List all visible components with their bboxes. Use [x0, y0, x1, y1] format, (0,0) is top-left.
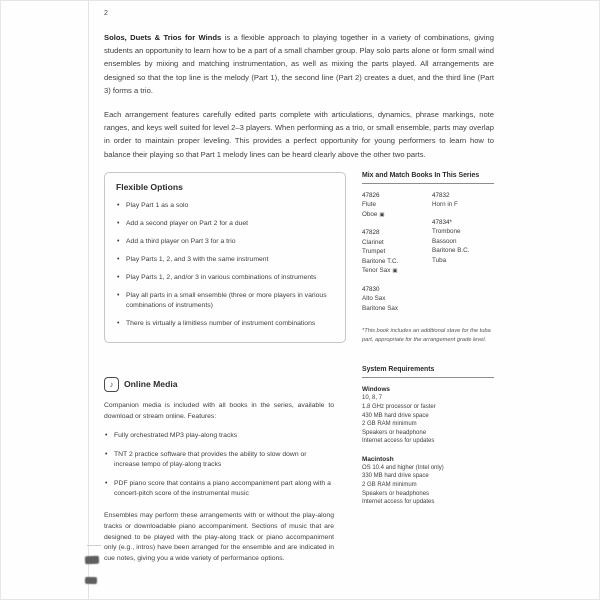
book-list: [362, 191, 494, 322]
list-item: • Play Parts 1, 2, and/or 3 in various combinations of instruments: [116, 273, 334, 284]
online-media-icon: ♪: [104, 377, 119, 392]
rule: [362, 183, 494, 184]
requirement-line: OS 10.4 and higher (Intel only): [362, 464, 444, 471]
book-instrument: Trumpet: [362, 248, 386, 256]
online-media-section: [104, 377, 334, 565]
online-media-closing: Ensembles may perform these arrangements with or without the play-along tracks or downloadable piano accompaniment. Sections of music that are designed to be played with the play-along track or piano accompaniment only (e.g., intros) have been arranged for the ensemble and are indicated in cue notes, giving you a wide variety of performance options.: [104, 511, 334, 563]
flexible-options-list: [116, 201, 334, 330]
page-content: [104, 10, 494, 574]
requirement-line: 2 GB RAM minimum: [362, 421, 417, 428]
requirement-line: 10, 8, 7: [362, 395, 383, 402]
list-item: • There is virtually a limitless number of instrument combinations: [116, 319, 334, 330]
list-item: • PDF piano score that contains a piano accompaniment part along with a concert-pitch score of the instrumental music: [104, 479, 334, 500]
book-instrument-text: Oboe: [362, 210, 378, 218]
intro-paragraph-1-text: is a flexible approach to playing together in a variety of combinations, giving students an opportunity to learn how to be a part of a small chamber group. Play solo parts alone or form small wind ensembles by mixing and matching instrumentation, as well as mixing the parts played. All arrangements are designed so that the top line is the melody (Part 1), the second line (Part 2) creates a duet, and the third line (Part 3) forms a trio.: [104, 33, 494, 95]
book-code: 47828: [362, 229, 380, 237]
system-requirements-section: [362, 366, 494, 507]
book-instrument: [362, 266, 424, 277]
media-marker-icon: ▣: [379, 211, 385, 218]
book-instrument: Baritone Sax: [362, 304, 399, 312]
book-instrument-text: Tenor Sax: [362, 267, 391, 275]
book-entry: [362, 285, 424, 314]
left-column: [104, 172, 346, 574]
online-media-header: [104, 377, 334, 392]
intro-paragraph-1: [104, 31, 494, 97]
two-column-section: [104, 172, 494, 574]
online-media-title: Online Media: [124, 379, 178, 390]
book-instrument: Tuba: [432, 256, 447, 264]
book-code: 47830: [362, 285, 380, 293]
book-entry: [432, 191, 494, 210]
requirement-line: Internet access for updates: [362, 438, 435, 445]
book-column-1: [362, 191, 424, 322]
binding-mark: [85, 577, 97, 584]
binding-mark: [85, 556, 99, 564]
book-code: 47826: [362, 191, 380, 199]
book-instrument: Horn in F: [432, 201, 458, 209]
book-instrument: Bassoon: [432, 237, 457, 245]
system-requirements-title: System Requirements: [362, 366, 435, 374]
list-item: • Add a third player on Part 3 for a trio: [116, 237, 334, 248]
scan-edge-line: [88, 0, 89, 600]
macintosh-title: Macintosh: [362, 455, 394, 463]
list-item: • Fully orchestrated MP3 play-along tracks: [104, 431, 334, 442]
media-marker-icon: ▣: [392, 268, 398, 275]
requirement-line: Speakers or headphones: [362, 490, 430, 497]
right-column: [362, 172, 494, 574]
book-instrument: Clarinet: [362, 238, 384, 246]
requirement-line: 2 GB RAM minimum: [362, 482, 417, 489]
scan-edge-tick: [87, 545, 101, 546]
list-item: • Play Parts 1, 2, and 3 with the same instrument: [116, 255, 334, 266]
list-item: • Add a second player on Part 2 for a duet: [116, 219, 334, 230]
book-instrument: Flute: [362, 201, 376, 209]
book-code: 47834*: [432, 218, 452, 226]
book-instrument: Baritone B.C.: [432, 247, 470, 255]
windows-requirements: [362, 385, 494, 446]
online-media-list: [104, 431, 334, 500]
list-item: • Play all parts in a small ensemble (three or more players in various combinations of instruments): [116, 291, 334, 312]
book-title: Solos, Duets & Trios for Winds: [104, 33, 222, 42]
book-code: 47832: [432, 191, 450, 199]
online-media-intro: Companion media is included with all books in the series, available to download or stream online. Features:: [104, 401, 334, 420]
requirement-line: Speakers or headphone: [362, 429, 427, 436]
mix-match-title: Mix and Match Books In This Series: [362, 171, 480, 179]
book-entry: [432, 218, 494, 266]
book-instrument: [362, 210, 424, 221]
book-entry: [362, 228, 424, 277]
flexible-options-title: Flexible Options: [116, 181, 183, 192]
requirement-line: 1.8 GHz processor or faster: [362, 403, 436, 410]
page-number: 2: [104, 10, 108, 17]
list-item: • Play Part 1 as a solo: [116, 201, 334, 212]
rule: [362, 377, 494, 378]
list-item: • TNT 2 practice software that provides the ability to slow down or increase tempo of play-along tracks: [104, 450, 334, 471]
book-instrument: Trombone: [432, 228, 461, 236]
book-instrument: Baritone T.C.: [362, 257, 399, 265]
book-entry: [362, 191, 424, 221]
requirement-line: Internet access for updates: [362, 499, 435, 506]
intro-paragraph-2: Each arrangement features carefully edited parts complete with articulations, dynamics, phrase markings, note ranges, and keys well suited for level 2–3 players. When performing as a trio, or small ensemble, parts may overlap in order to maintain proper leveling. This provides a perfect opportunity for young performers to learn how to balance their playing so that Part 1 melody lines can be heard clearly above the other two parts.: [104, 110, 494, 159]
footnote: *This book includes an additional stave for the tuba part, appropriate for the arrangement grade level.: [362, 328, 491, 343]
book-column-2: [432, 191, 494, 322]
requirement-line: 330 MB hard drive space: [362, 473, 429, 480]
flexible-options-box: [104, 172, 346, 343]
windows-title: Windows: [362, 386, 390, 394]
requirement-line: 430 MB hard drive space: [362, 412, 429, 419]
book-instrument: Alto Sax: [362, 295, 386, 303]
macintosh-requirements: [362, 455, 494, 507]
